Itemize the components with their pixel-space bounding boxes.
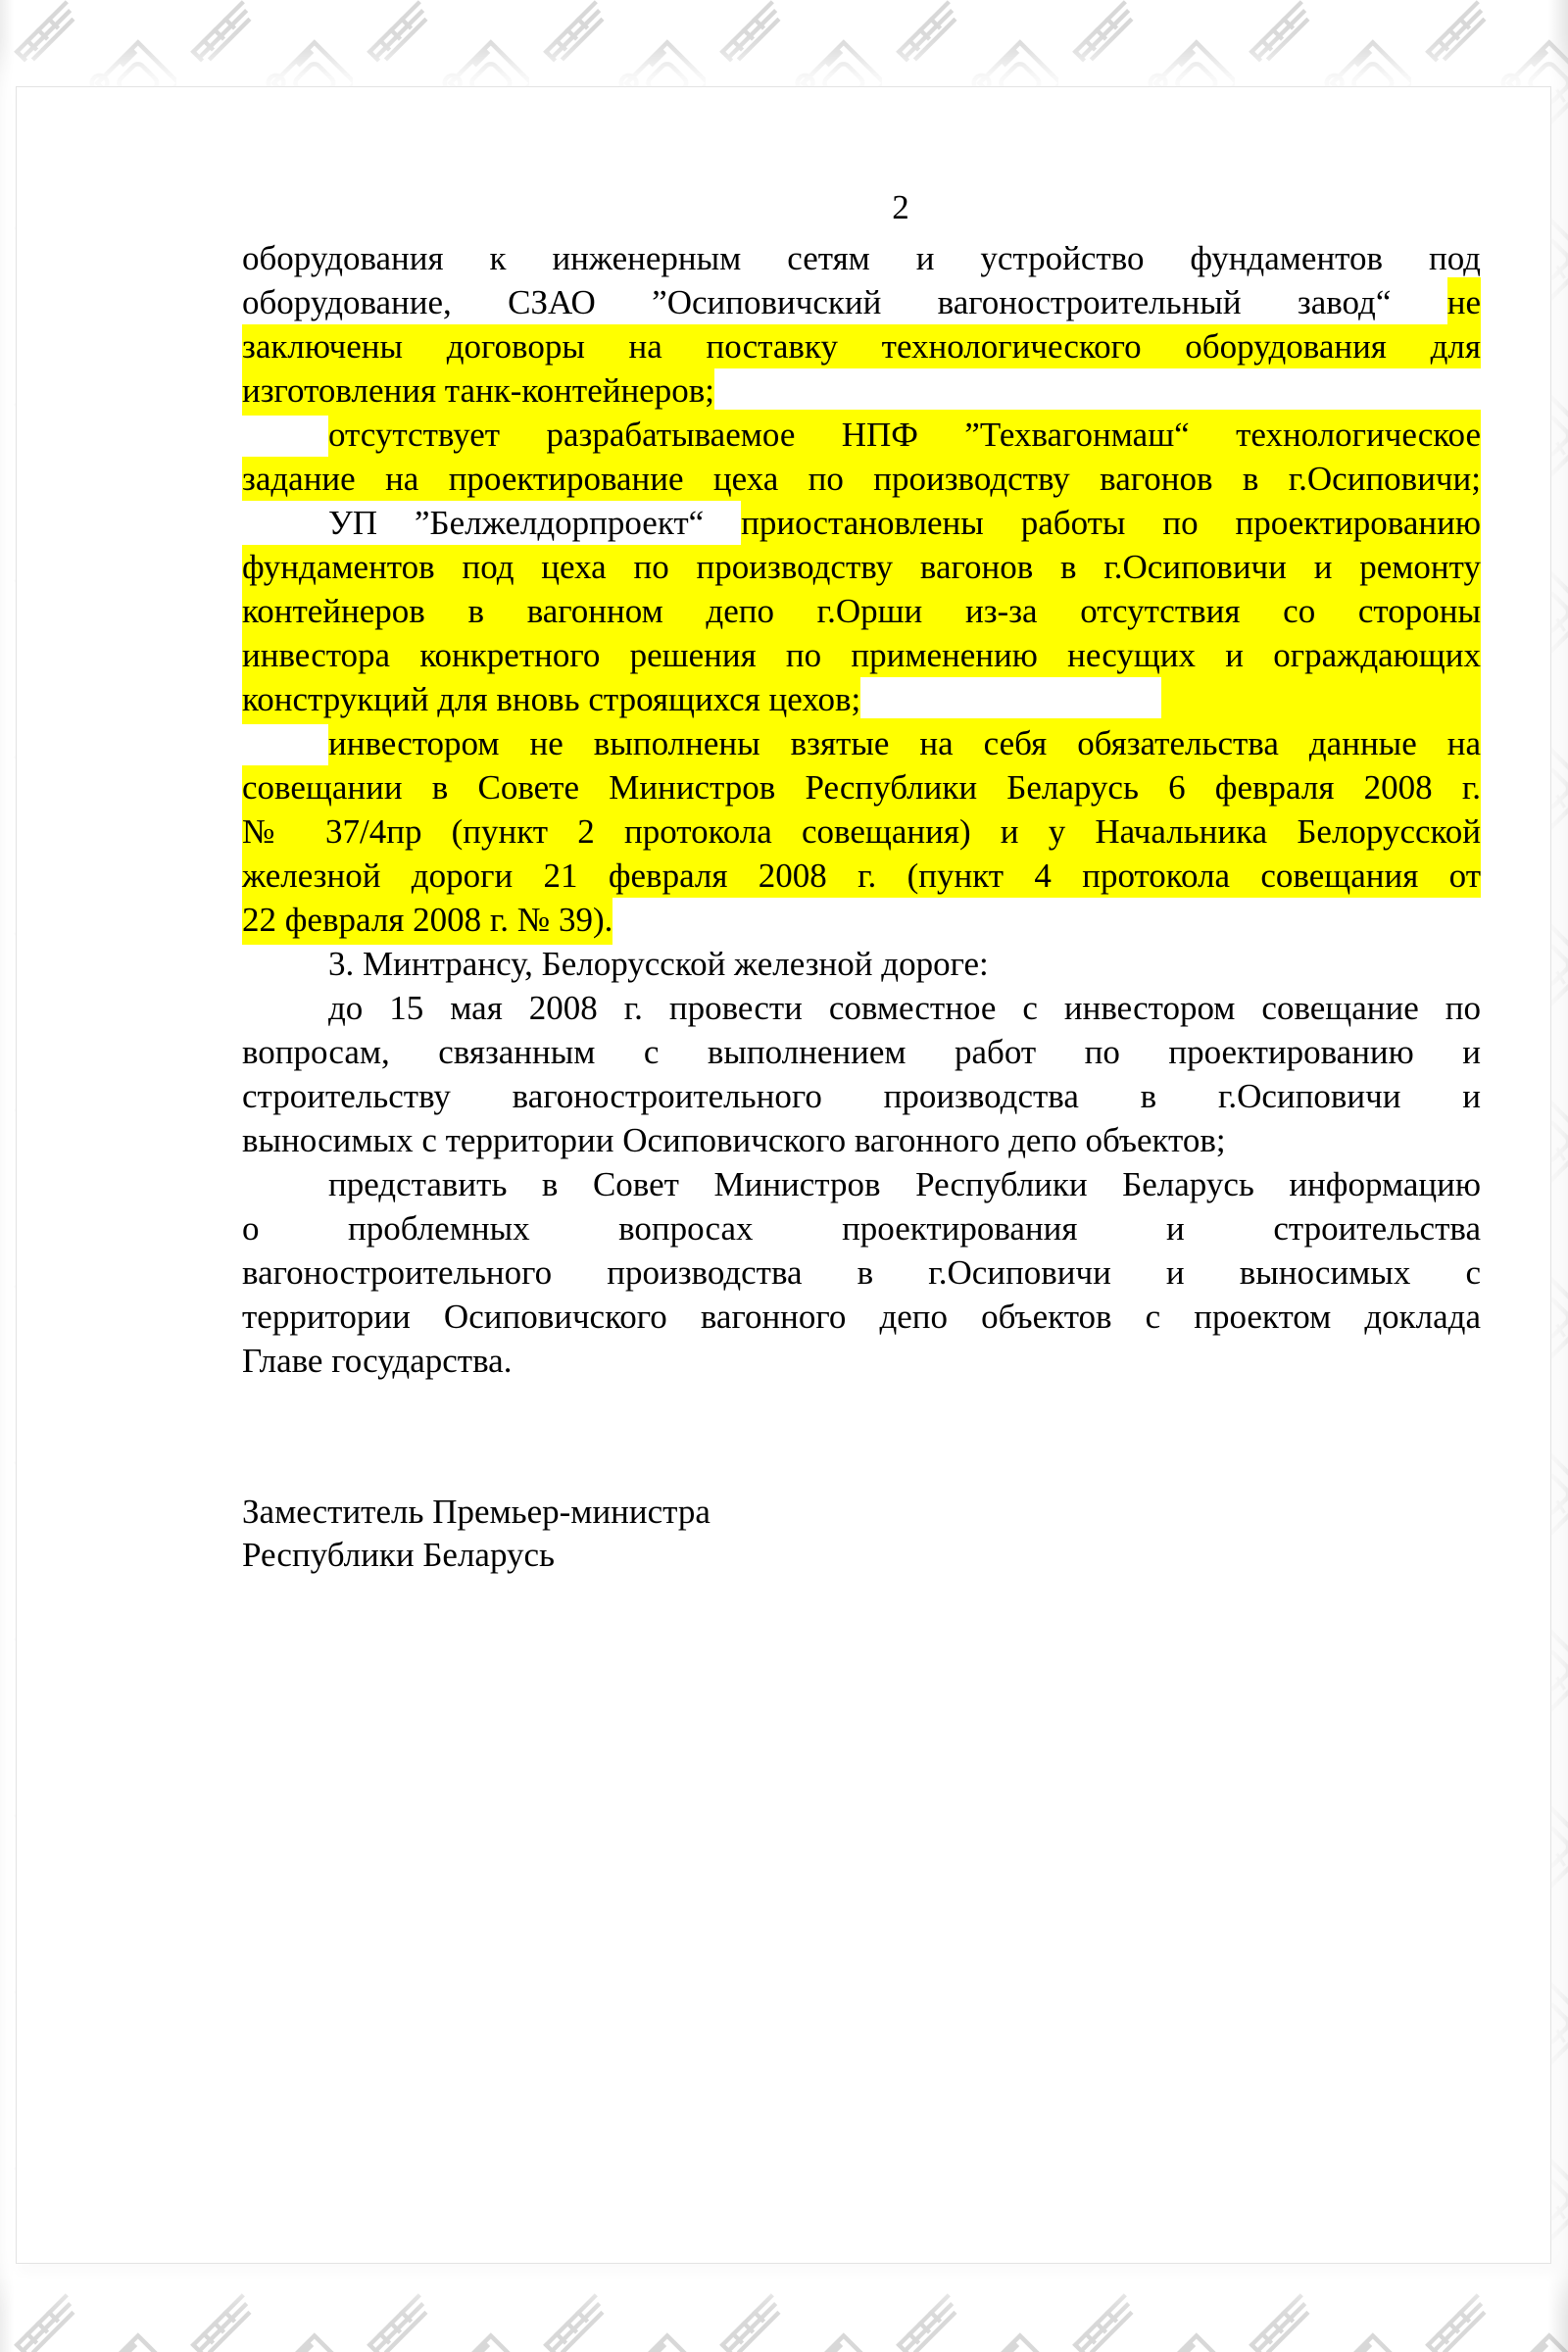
text-line [242, 236, 1481, 280]
highlighted-text: не [1447, 277, 1481, 327]
signature-title-line2: Республики Беларусь [242, 1536, 555, 1574]
highlighted-text: отсутствует разрабатываемое НПФ ”Техвагонмаш“ технологическое [328, 410, 1481, 460]
text-segment: совещании в Совете Министров Республики Беларусь 6 февраля 2008 г. [242, 768, 1481, 807]
text-line [242, 765, 1481, 809]
text-line [242, 457, 1481, 501]
text-line [242, 854, 1481, 898]
text-line [242, 1030, 1481, 1074]
text-line [242, 942, 1481, 986]
text-line [242, 1250, 1481, 1295]
text-segment: заключены договоры на поставку технологического оборудования для [242, 327, 1481, 366]
text-line [242, 589, 1481, 633]
text-line [242, 368, 1481, 413]
text-line [242, 545, 1481, 589]
text-segment: железной дороги 21 февраля 2008 г. (пункт 4 протокола совещания от [242, 857, 1481, 895]
text-segment: фундаментов под цеха по производству вагонов в г.Осиповичи и ремонту [242, 548, 1481, 586]
text-segment: Главе государства. [242, 1342, 513, 1380]
signature-block [242, 1491, 710, 1577]
document-page [16, 86, 1551, 2264]
text-line [242, 1339, 1481, 1383]
text-line [242, 1206, 1481, 1250]
document-body [242, 236, 1481, 1383]
text-segment: № 37/4пр (пункт 2 протокола совещания) и у Начальника Белорусской [242, 812, 1481, 851]
text-line [242, 413, 1481, 457]
text-line [242, 809, 1481, 854]
text-segment: контейнеров в вагонном депо г.Орши из-за отсутствия со стороны [242, 592, 1481, 630]
text-segment: УП ”Белжелдорпроект“ [328, 504, 742, 542]
text-line [242, 677, 1481, 721]
text-segment: о проблемных вопросах проектирования и строительства [242, 1209, 1481, 1248]
text-segment: представить в Совет Министров Республики Беларусь информацию [328, 1165, 1481, 1203]
text-segment: до 15 мая 2008 г. провести совместное с инвестором совещание по [328, 989, 1481, 1027]
text-line [242, 1162, 1481, 1206]
highlighted-text: конструкций для вновь строящихся цехов; [242, 674, 860, 724]
text-line [242, 1118, 1481, 1162]
text-segment: строительству вагоностроительного производства в г.Осиповичи и [242, 1077, 1481, 1115]
text-line [242, 501, 1481, 545]
page-number: 2 [892, 188, 909, 226]
text-segment: оборудование, СЗАО ”Осиповичский вагоностроительный завод“ [242, 283, 1447, 321]
text-segment: территории Осиповичского вагонного депо объектов с проектом доклада [242, 1298, 1481, 1336]
text-line [242, 721, 1481, 765]
right-edge-shade [1548, 0, 1568, 2352]
highlighted-text: изготовления танк-контейнеров; [242, 366, 714, 416]
text-line [242, 898, 1481, 942]
text-segment: 3. Минтрансу, Белорусской железной дороге: [328, 945, 989, 983]
text-line [242, 1295, 1481, 1339]
left-edge-shade [0, 0, 14, 2352]
text-line [242, 633, 1481, 677]
text-segment: вопросам, связанным с выполнением работ по проектированию и [242, 1033, 1481, 1071]
text-line [242, 324, 1481, 368]
signature-title-line1: Заместитель Премьер-министра [242, 1493, 710, 1531]
text-segment: выносимых с территории Осиповичского вагонного депо объектов; [242, 1121, 1226, 1159]
text-segment: вагоностроительного производства в г.Осиповичи и выносимых с [242, 1253, 1481, 1292]
text-segment: инвестора конкретного решения по применению несущих и ограждающих [242, 636, 1481, 674]
text-line [242, 280, 1481, 324]
text-line [242, 1074, 1481, 1118]
text-segment: задание на проектирование цеха по производству вагонов в г.Осиповичи; [242, 460, 1481, 498]
highlighted-text: 22 февраля 2008 г. № 39). [242, 895, 612, 945]
text-segment: оборудования к инженерным сетям и устройство фундаментов под [242, 239, 1481, 277]
highlighted-text: инвестором не выполнены взятые на себя обязательства данные на [328, 718, 1481, 768]
text-line [242, 986, 1481, 1030]
highlighted-text: приостановлены работы по проектированию [741, 498, 1481, 548]
highlight-tail [1161, 674, 1481, 724]
